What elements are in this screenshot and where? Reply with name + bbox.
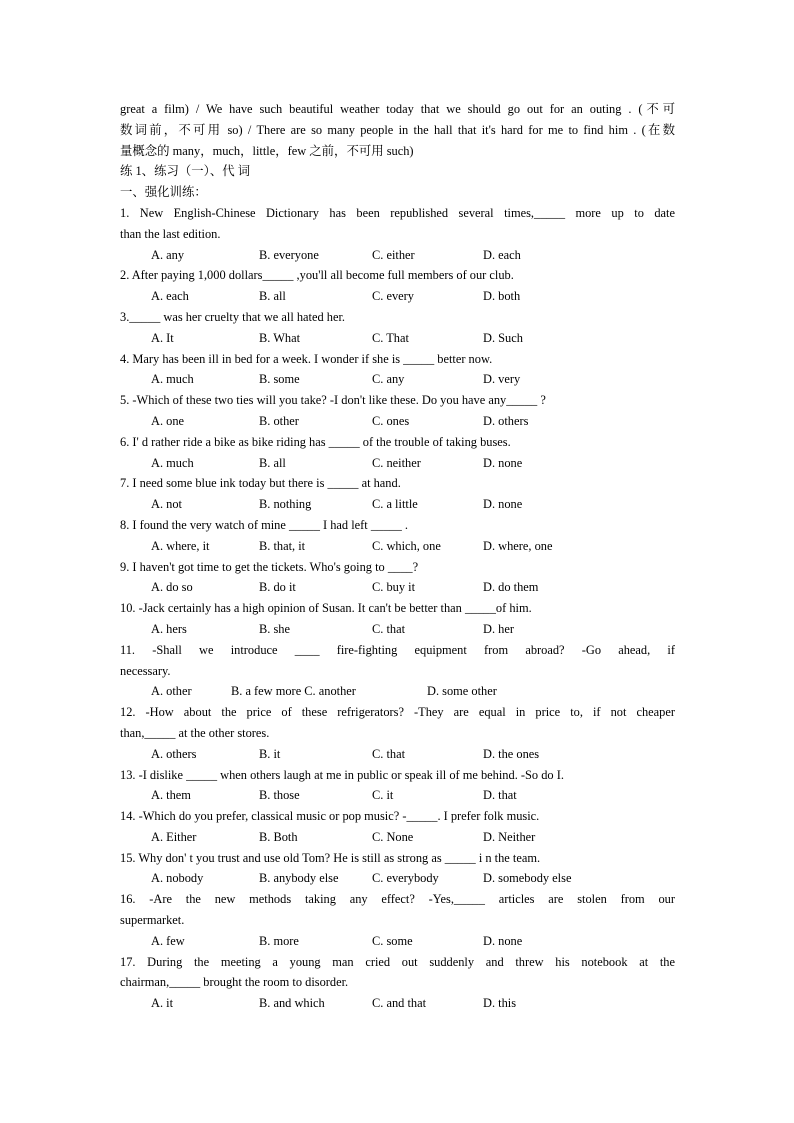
answer-option: D. this	[483, 996, 517, 1011]
intro-paragraph	[120, 99, 675, 161]
answer-option: B. What	[259, 330, 301, 345]
question-text: 3._____ was her cruelty that we all hated her.	[120, 309, 346, 324]
answer-options	[120, 411, 675, 432]
question-text: 1. New English-Chinese Dictionary has been republished several times,_____ more up to date	[120, 205, 675, 220]
answer-option: C. which, one	[372, 538, 441, 553]
question-text: 14. -Which do you prefer, classical music or pop music? -_____. I prefer folk music.	[120, 809, 540, 824]
answer-options	[120, 993, 675, 1014]
answer-option: B. more	[259, 933, 299, 948]
question-text: 11. -Shall we introduce ____ fire-fighting equipment from abroad? -Go ahead, if	[120, 642, 675, 657]
question-text: necessary.	[120, 663, 171, 678]
answer-options	[120, 286, 675, 307]
answer-options	[120, 245, 675, 266]
answer-option: A. do so	[151, 580, 193, 595]
answer-options	[120, 681, 675, 702]
question-item	[120, 598, 675, 640]
question-text: than,_____ at the other stores.	[120, 725, 270, 740]
question-item	[120, 557, 675, 599]
answer-option: A. It	[151, 330, 174, 345]
question-text: 10. -Jack certainly has a high opinion of Susan. It can't be better than _____of him.	[120, 601, 532, 616]
question-item	[120, 848, 675, 890]
intro-line: 量概念的 many，much，little，few 之前，不可用 such)	[120, 143, 414, 158]
answer-option: B. anybody else	[259, 871, 339, 886]
answer-options	[120, 494, 675, 515]
question-item	[120, 473, 675, 515]
question-list	[120, 203, 675, 1014]
intro-line: 数词前，不可用 so) / There are so many people in the hall that it's hard for me to find him . (在数	[120, 122, 675, 137]
answer-option: A. nobody	[151, 871, 204, 886]
answer-option: D. that	[483, 788, 517, 803]
answer-option: D. some other	[427, 684, 497, 699]
question-text: supermarket.	[120, 913, 185, 928]
answer-option: D. both	[483, 289, 521, 304]
answer-option: C. neither	[372, 455, 421, 470]
question-text: 16. -Are the new methods taking any effect? -Yes,_____ articles are stolen from our	[120, 892, 675, 907]
question-item	[120, 952, 675, 1014]
answer-option: B. all	[259, 289, 286, 304]
answer-option: C. some	[372, 933, 413, 948]
answer-option: D. do them	[483, 580, 539, 595]
question-item	[120, 515, 675, 557]
answer-option: A. each	[151, 289, 189, 304]
answer-options	[120, 328, 675, 349]
question-text: 12. -How about the price of these refrigerators? -They are equal in price to, if not cheaper	[120, 705, 675, 720]
answer-option: A. any	[151, 247, 185, 262]
answer-option: A. it	[151, 996, 174, 1011]
subsection-title: 一、强化训练：	[120, 185, 207, 200]
question-item	[120, 390, 675, 432]
answer-option: A. few	[151, 933, 185, 948]
answer-option: C. That	[372, 330, 409, 345]
answer-option: C. None	[372, 829, 414, 844]
answer-option: C. either	[372, 247, 415, 262]
question-text: 7. I need some blue ink today but there is _____ at hand.	[120, 476, 401, 491]
question-text: 8. I found the very watch of mine _____ I had left _____ .	[120, 517, 409, 532]
answer-option: B. some	[259, 372, 300, 387]
answer-option: A. Either	[151, 829, 197, 844]
answer-option: A. them	[151, 788, 191, 803]
answer-option: D. the ones	[483, 746, 540, 761]
question-text: 15. Why don' t you trust and use old Tom? He is still as strong as _____ i n the team.	[120, 850, 541, 865]
document-page	[120, 99, 675, 1014]
answer-option: D. somebody else	[483, 871, 572, 886]
answer-options	[120, 785, 675, 806]
answer-option: D. none	[483, 497, 523, 512]
question-text: 13. -I dislike _____ when others laugh at me in public or speak ill of me behind. -So do I.	[120, 767, 564, 782]
answer-option: D. none	[483, 933, 523, 948]
answer-option: C. buy it	[372, 580, 416, 595]
answer-option: B. other	[259, 413, 299, 428]
answer-option: B. those	[259, 788, 300, 803]
answer-option: C. everybody	[372, 871, 439, 886]
answer-option: A. not	[151, 497, 182, 512]
answer-options	[120, 619, 675, 640]
answer-option: D. Such	[483, 330, 523, 345]
answer-option: B. Both	[259, 829, 298, 844]
answer-option: D. Neither	[483, 829, 536, 844]
question-item	[120, 203, 675, 265]
question-text: 9. I haven't got time to get the tickets. Who's going to ____?	[120, 559, 419, 574]
answer-option: D. each	[483, 247, 521, 262]
question-text: 17. During the meeting a young man cried out suddenly and threw his notebook at the	[120, 954, 675, 969]
question-item	[120, 640, 675, 702]
answer-option: B. it	[259, 746, 281, 761]
question-text: 6. I' d rather ride a bike as bike riding has _____ of the trouble of taking buses.	[120, 434, 511, 449]
answer-option: D. where, one	[483, 538, 553, 553]
answer-option: B. do it	[259, 580, 296, 595]
answer-options	[120, 536, 675, 557]
question-item	[120, 265, 675, 307]
answer-option: A. much	[151, 455, 194, 470]
answer-option: B. a few more C. another	[231, 684, 356, 699]
answer-options	[120, 868, 675, 889]
answer-option: A. other	[151, 684, 192, 699]
question-text: 5. -Which of these two ties will you take? -I don't like these. Do you have any_____ ?	[120, 393, 546, 408]
question-text: chairman,_____ brought the room to disorder.	[120, 975, 349, 990]
question-item	[120, 432, 675, 474]
question-item	[120, 765, 675, 807]
answer-option: C. every	[372, 289, 414, 304]
answer-options	[120, 577, 675, 598]
answer-options	[120, 744, 675, 765]
answer-option: B. nothing	[259, 497, 312, 512]
answer-option: D. very	[483, 372, 521, 387]
section-title: 练 1、练习（一）、代 词	[120, 164, 251, 179]
answer-option: B. she	[259, 621, 290, 636]
answer-option: B. and which	[259, 996, 325, 1011]
answer-option: D. others	[483, 413, 529, 428]
answer-option: C. ones	[372, 413, 410, 428]
question-item	[120, 806, 675, 848]
question-item	[120, 349, 675, 391]
answer-option: B. everyone	[259, 247, 319, 262]
answer-option: C. and that	[372, 996, 427, 1011]
answer-options	[120, 453, 675, 474]
answer-options	[120, 931, 675, 952]
question-item	[120, 889, 675, 951]
question-text: than the last edition.	[120, 226, 221, 241]
answer-option: A. hers	[151, 621, 187, 636]
answer-option: A. others	[151, 746, 197, 761]
intro-line: great a film) / We have such beautiful weather today that we should go out for an outing . (不可	[120, 102, 675, 116]
question-text: 2. After paying 1,000 dollars_____ ,you'll all become full members of our club.	[120, 268, 514, 283]
question-item	[120, 307, 675, 349]
answer-options	[120, 369, 675, 390]
answer-option: A. one	[151, 413, 185, 428]
answer-option: D. her	[483, 621, 514, 636]
answer-option: B. all	[259, 455, 286, 470]
answer-option: B. that, it	[259, 538, 306, 553]
answer-option: C. it	[372, 788, 394, 803]
answer-option: A. where, it	[151, 538, 210, 553]
question-text: 4. Mary has been ill in bed for a week. I wonder if she is _____ better now.	[120, 351, 493, 366]
answer-option: D. none	[483, 455, 523, 470]
answer-option: C. a little	[372, 497, 418, 512]
answer-option: C. any	[372, 372, 405, 387]
answer-option: C. that	[372, 746, 406, 761]
answer-option: C. that	[372, 621, 406, 636]
question-item	[120, 702, 675, 764]
answer-options	[120, 827, 675, 848]
answer-option: A. much	[151, 372, 194, 387]
